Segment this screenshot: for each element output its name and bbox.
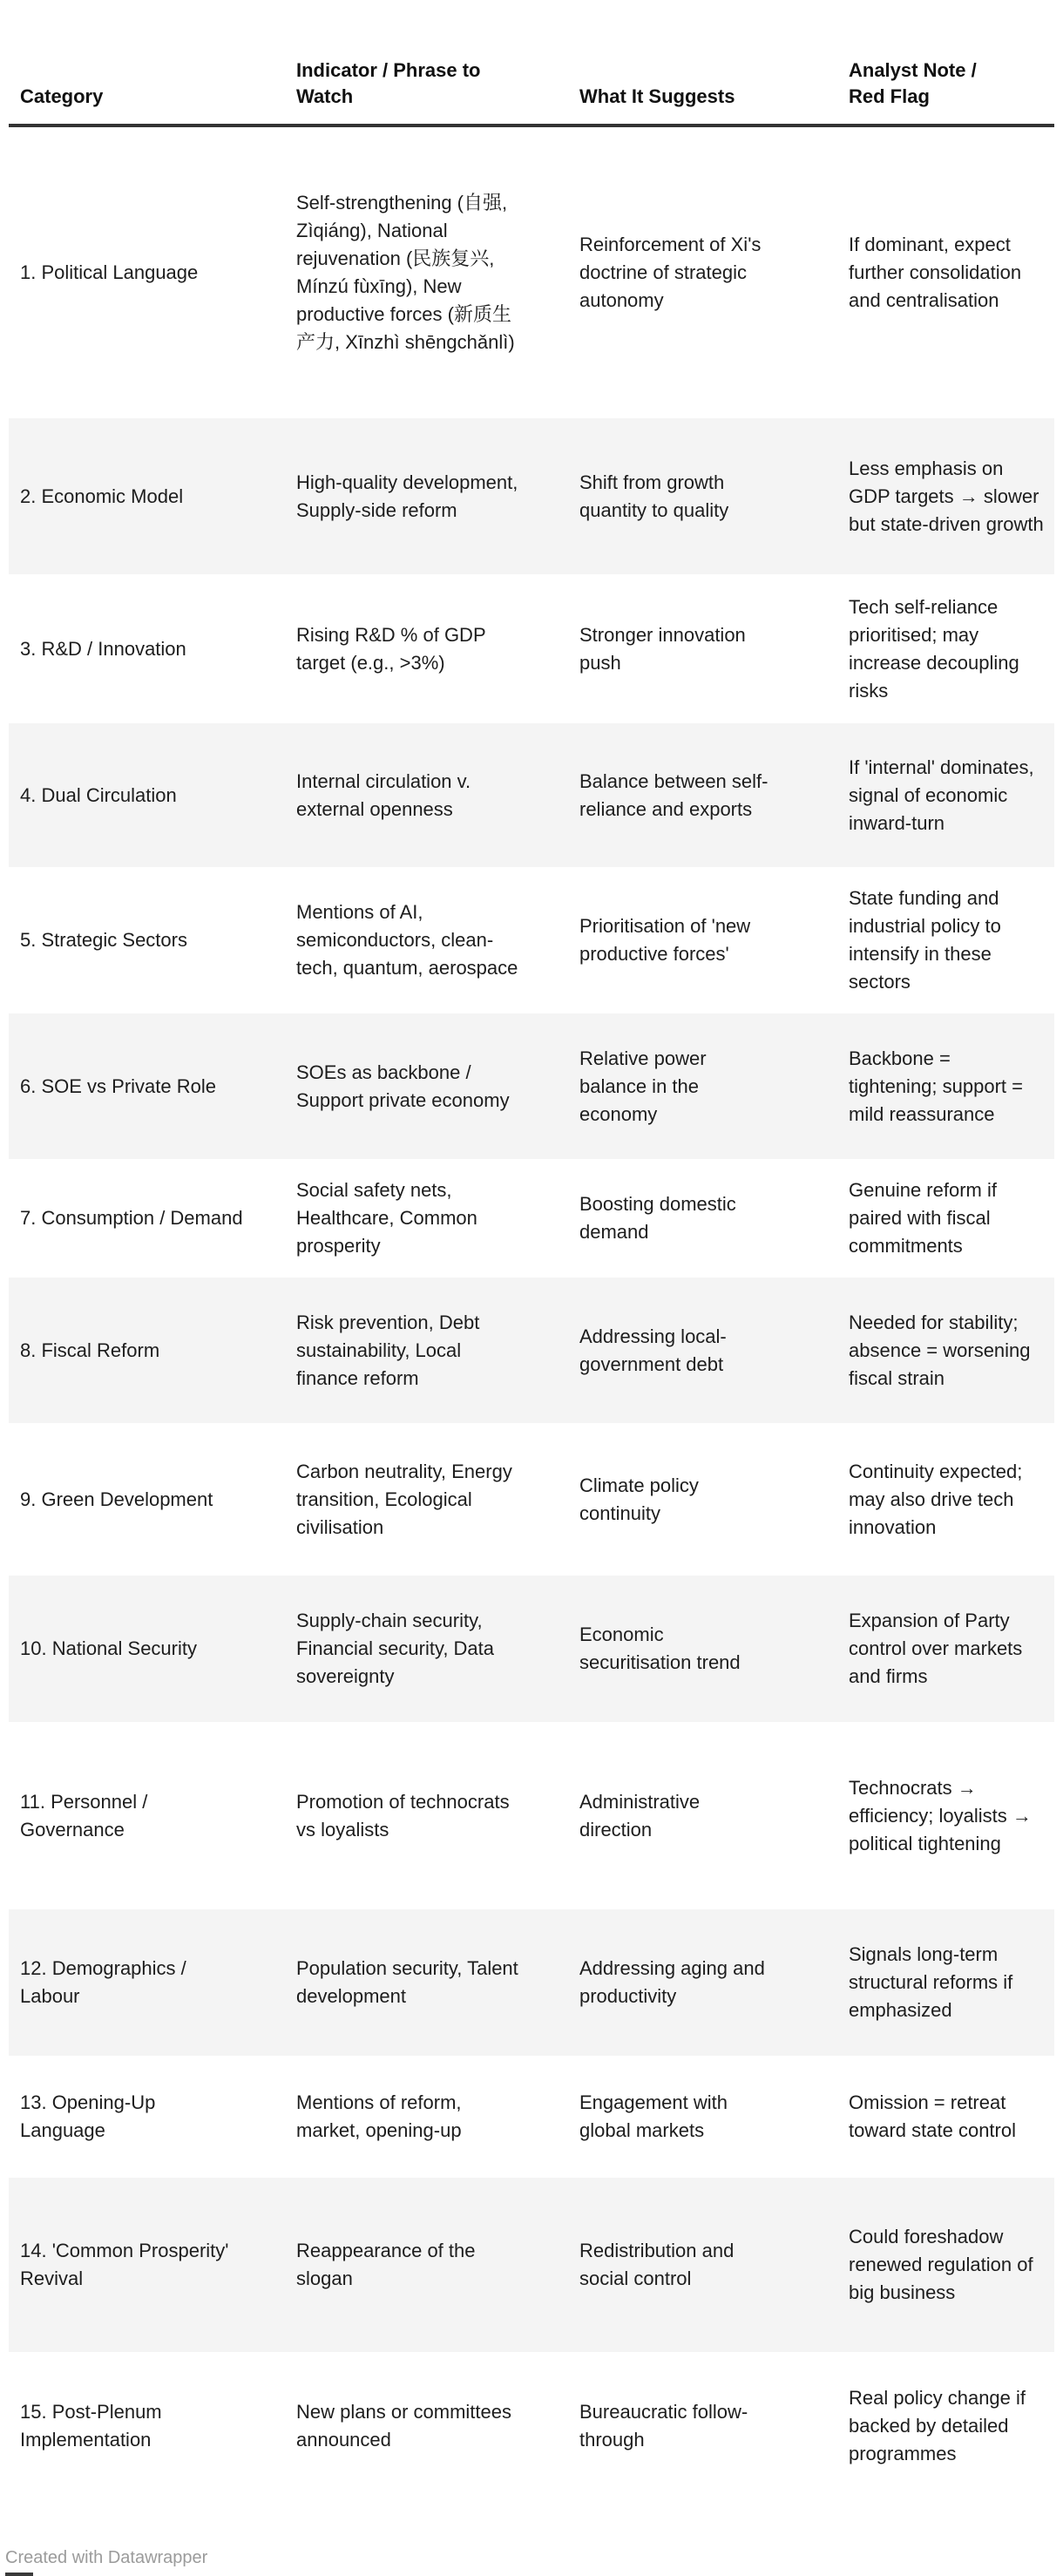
cell-note: Real policy change if backed by detailed programmes [849, 2387, 1026, 2464]
cell-suggests: Prioritisation of 'new productive forces' [579, 915, 751, 965]
cell-indicator: Carbon neutrality, Energy transition, Ecological civilisation [296, 1460, 512, 1538]
cropped-element-edge [5, 2573, 33, 2576]
cell-suggests: Shift from growth quantity to quality [579, 471, 729, 521]
table-header [9, 0, 1054, 125]
cell-note: Expansion of Party control over markets and firms [849, 1610, 1023, 1687]
cell-category: 5. Strategic Sectors [20, 929, 187, 951]
column-header-analyst-note: Analyst Note / Red Flag [849, 59, 977, 107]
table-row [9, 1278, 1054, 1423]
cell-indicator: Social safety nets, Healthcare, Common prosperity [296, 1179, 477, 1257]
table-row [9, 418, 1054, 574]
table-row [9, 723, 1054, 867]
cell-category: 10. National Security [20, 1637, 197, 1659]
cell-note: Less emphasis on GDP targets → slower but state-driven growth [849, 457, 1044, 535]
column-header-indicator: Indicator / Phrase to Watch [296, 59, 481, 107]
cell-note: Omission = retreat toward state control [849, 2091, 1016, 2141]
cell-note: Signals long-term structural reforms if emphasized [849, 1943, 1013, 2021]
cell-note: Needed for stability; absence = worsening fiscal strain [849, 1311, 1031, 1389]
cell-suggests: Administrative direction [579, 1790, 701, 1840]
table-row [9, 1909, 1054, 2056]
cell-indicator: New plans or committees announced [296, 2401, 511, 2451]
cell-category: 8. Fiscal Reform [20, 1339, 160, 1361]
cell-indicator: Promotion of technocrats vs loyalists [296, 1790, 510, 1840]
table-row [9, 1722, 1054, 1909]
cell-indicator: Supply-chain security, Financial security, Data sovereignty [296, 1610, 495, 1687]
cell-indicator: SOEs as backbone / Support private economy [296, 1061, 510, 1111]
cell-indicator: Self-strengthening (自强, Zìqiáng), National rejuvenation (民族复兴, Mínzú fùxīng), New productive forces (新质生产力, Xīnzhì shēngchǎnlì) [296, 192, 515, 353]
cell-note: If dominant, expect further consolidation and centralisation [849, 234, 1022, 311]
cell-suggests: Addressing aging and productivity [579, 1957, 765, 2007]
datawrapper-credit: Created with Datawrapper [5, 2548, 208, 2567]
table-row [9, 1159, 1054, 1278]
cell-suggests: Bureaucratic follow-through [579, 2401, 748, 2451]
cell-suggests: Economic securitisation trend [579, 1624, 741, 1673]
cell-indicator: Risk prevention, Debt sustainability, Local finance reform [296, 1311, 480, 1389]
cell-category: 12. Demographics / Labour [20, 1957, 186, 2007]
cell-category: 9. Green Development [20, 1488, 213, 1510]
cell-category: 14. 'Common Prosperity' Revival [20, 2240, 229, 2289]
cell-category: 1. Political Language [20, 261, 199, 283]
cell-suggests: Stronger innovation push [579, 623, 746, 674]
table-row [9, 125, 1054, 418]
cell-indicator: Population security, Talent development [296, 1957, 518, 2007]
column-header-suggests: What It Suggests [579, 85, 735, 107]
cell-note: State funding and industrial policy to intensify in these sectors [849, 887, 1001, 993]
cell-indicator: Rising R&D % of GDP target (e.g., >3%) [296, 623, 486, 674]
cell-suggests: Addressing local-government debt [579, 1325, 727, 1375]
cell-suggests: Balance between self-reliance and exports [579, 769, 768, 820]
table-body [9, 125, 1054, 2500]
table-row [9, 2352, 1054, 2500]
table-row [9, 1013, 1054, 1159]
table-row [9, 1423, 1054, 1576]
cell-suggests: Relative power balance in the economy [579, 1047, 707, 1125]
cell-category: 7. Consumption / Demand [20, 1207, 243, 1229]
cell-category: 11. Personnel / Governance [20, 1790, 148, 1840]
cell-suggests: Redistribution and social control [579, 2240, 735, 2289]
column-header-category: Category [20, 85, 104, 107]
cell-category: 6. SOE vs Private Role [20, 1074, 216, 1097]
cell-category: 15. Post-Plenum Implementation [20, 2401, 162, 2451]
cell-suggests: Climate policy continuity [579, 1474, 699, 1524]
cell-note: Tech self-reliance prioritised; may increase decoupling risks [849, 595, 1019, 702]
cell-note: Genuine reform if paired with fiscal commitments [849, 1179, 997, 1257]
cell-indicator: Internal circulation v. external openness [296, 769, 471, 820]
table-row [9, 1576, 1054, 1722]
plenum-watch-table [9, 0, 1054, 2500]
cell-note: Could foreshadow renewed regulation of big business [849, 2226, 1033, 2303]
cell-suggests: Boosting domestic demand [579, 1193, 736, 1243]
cell-indicator: High-quality development, Supply-side reform [296, 471, 518, 521]
cell-category: 4. Dual Circulation [20, 783, 177, 806]
table-row [9, 574, 1054, 723]
cell-indicator: Mentions of reform, market, opening-up [296, 2091, 462, 2141]
cell-indicator: Reappearance of the slogan [296, 2240, 476, 2289]
cell-category: 2. Economic Model [20, 485, 184, 507]
cell-note: Continuity expected; may also drive tech innovation [849, 1460, 1023, 1538]
cell-suggests: Reinforcement of Xi's doctrine of strategic autonomy [579, 234, 762, 311]
cell-category: 3. R&D / Innovation [20, 637, 186, 660]
table-row [9, 2178, 1054, 2352]
table-row [9, 867, 1054, 1013]
cell-indicator: Mentions of AI, semiconductors, clean-tech, quantum, aerospace [296, 901, 518, 979]
cell-note: Technocrats → efficiency; loyalists → political tightening [849, 1776, 1032, 1854]
header-row [9, 0, 1054, 125]
cell-note: If 'internal' dominates, signal of economic inward-turn [849, 756, 1034, 834]
cell-suggests: Engagement with global markets [579, 2091, 728, 2141]
cell-note: Backbone = tightening; support = mild reassurance [849, 1047, 1023, 1125]
table-row [9, 2056, 1054, 2178]
cell-category: 13. Opening-Up Language [20, 2091, 156, 2141]
